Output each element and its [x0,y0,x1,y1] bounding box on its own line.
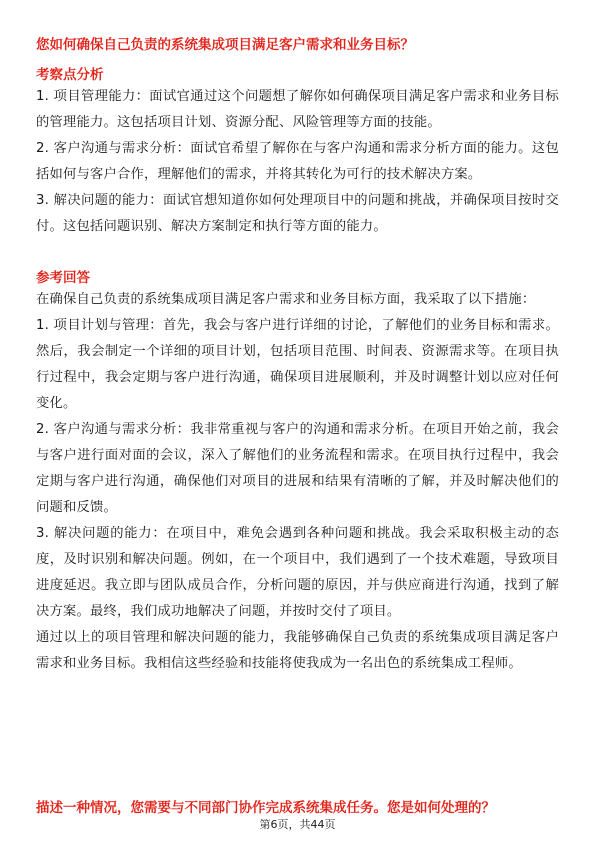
answer-paragraph: 通过以上的项目管理和解决问题的能力，我能够确保自己负责的系统集成项目满足客户需求和业务目标。我相信这些经验和技能将使我成为一名出色的系统集成工程师。 [36,630,559,671]
analysis-point: 2. 客户沟通与需求分析：面试官希望了解你在与客户沟通和需求分析方面的能力。这包括如何与客户合作，理解他们的需求，并将其转化为可行的技术解决方案。 [36,141,559,182]
page-number-footer: 第6页，共44页 [259,818,336,831]
analysis-point: 1. 项目管理能力：面试官通过这个问题想了解你如何确保项目满足客户需求和业务目标的管理能力。这包括项目计划、资源分配、风险管理等方面的技能。 [36,89,559,130]
analysis-point: 3. 解决问题的能力：面试官想知道你如何处理项目中的问题和挑战，并确保项目按时交付。这包括问题识别、解决方案制定和执行等方面的能力。 [36,193,559,234]
next-question-title: 描述一种情况，您需要与不同部门协作完成系统集成任务。您是如何处理的？ [36,800,495,816]
answer-paragraph: 在确保自己负责的系统集成项目满足客户需求和业务目标方面，我采取了以下措施： [36,292,536,307]
answer-heading: 参考回答 [36,270,90,286]
answer-paragraph: 2. 客户沟通与需求分析：我非常重视与客户的沟通和需求分析。在项目开始之前，我会与客户进行面对面的会议，深入了解他们的业务流程和需求。在项目执行过程中，我会定期与客户进行沟通，确保他们对项目的进展和结果有清晰的了解，并及时解决他们的问题和反馈。 [36,422,559,515]
answer-paragraph: 3. 解决问题的能力：在项目中，难免会遇到各种问题和挑战。我会采取积极主动的态度，及时识别和解决问题。例如，在一个项目中，我们遇到了一个技术难题，导致项目进度延迟。我立即与团队成员合作，分析问题的原因，并与供应商进行沟通，找到了解决方案。最终，我们成功地解决了问题，并按时交付了项目。 [36,526,559,619]
answer-paragraph: 1. 项目计划与管理：首先，我会与客户进行详细的讨论，了解他们的业务目标和需求。然后，我会制定一个详细的项目计划，包括项目范围、时间表、资源需求等。在项目执行过程中，我会定期与客户进行沟通，确保项目进展顺利，并及时调整计划以应对任何变化。 [36,318,559,411]
analysis-heading: 考察点分析 [36,67,104,83]
answer-section [36,287,559,677]
analysis-section [36,84,559,240]
current-question-title: 您如何确保自己负责的系统集成项目满足客户需求和业务目标？ [36,37,414,53]
